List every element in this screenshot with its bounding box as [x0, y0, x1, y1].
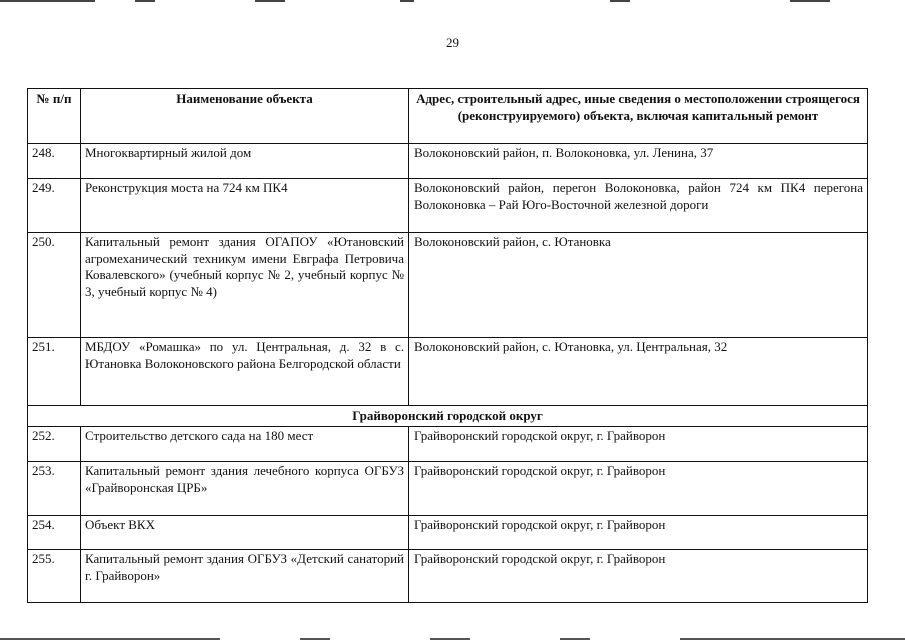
table-row	[28, 462, 868, 516]
header-num: № п/п	[28, 89, 81, 144]
row-num: 253.	[28, 462, 81, 516]
row-name: Многоквартирный жилой дом	[81, 144, 409, 179]
row-name: МБДОУ «Ромашка» по ул. Центральная, д. 32 в с. Ютановка Волоконовского района Белгородской области	[81, 338, 409, 406]
table-row	[28, 144, 868, 179]
table-header-row	[28, 89, 868, 144]
section-header-row	[28, 406, 868, 427]
row-address: Волоконовский район, перегон Волоконовка, район 724 км ПК4 перегона Волоконовка – Рай Юго-Восточной железной дороги	[409, 179, 868, 233]
row-address: Грайворонский городской округ, г. Грайворон	[409, 462, 868, 516]
row-num: 254.	[28, 516, 81, 550]
row-name: Строительство детского сада на 180 мест	[81, 427, 409, 462]
row-name: Капитальный ремонт здания ОГАПОУ «Ютановский агромеханический техникум имени Евграфа Петровича Ковалевского» (учебный корпус № 2, учебный корпус № 3, учебный корпус № 4)	[81, 233, 409, 338]
row-address: Грайворонский городской округ, г. Грайворон	[409, 516, 868, 550]
section-title: Грайворонский городской округ	[28, 406, 868, 427]
scan-top-edge	[0, 0, 905, 3]
row-name: Объект ВКХ	[81, 516, 409, 550]
table-row	[28, 179, 868, 233]
table-row	[28, 427, 868, 462]
table-row	[28, 233, 868, 338]
row-name: Реконструкция моста на 724 км ПК4	[81, 179, 409, 233]
row-name: Капитальный ремонт здания лечебного корпуса ОГБУЗ «Грайворонская ЦРБ»	[81, 462, 409, 516]
row-num: 252.	[28, 427, 81, 462]
row-address: Грайворонский городской округ, г. Грайворон	[409, 427, 868, 462]
table-row	[28, 516, 868, 550]
row-num: 248.	[28, 144, 81, 179]
objects-table	[27, 88, 868, 603]
row-address: Грайворонский городской округ, г. Грайворон	[409, 550, 868, 603]
row-address: Волоконовский район, п. Волоконовка, ул. Ленина, 37	[409, 144, 868, 179]
row-num: 250.	[28, 233, 81, 338]
table-row	[28, 338, 868, 406]
row-address: Волоконовский район, с. Ютановка	[409, 233, 868, 338]
row-num: 251.	[28, 338, 81, 406]
header-name: Наименование объекта	[81, 89, 409, 144]
header-address: Адрес, строительный адрес, иные сведения о местоположении строящегося (реконструируемого) объекта, включая капитальный ремонт	[409, 89, 868, 144]
page-number: 29	[446, 35, 459, 50]
table-row	[28, 550, 868, 603]
row-address: Волоконовский район, с. Ютановка, ул. Центральная, 32	[409, 338, 868, 406]
row-name: Капитальный ремонт здания ОГБУЗ «Детский санаторий г. Грайворон»	[81, 550, 409, 603]
row-num: 249.	[28, 179, 81, 233]
row-num: 255.	[28, 550, 81, 603]
